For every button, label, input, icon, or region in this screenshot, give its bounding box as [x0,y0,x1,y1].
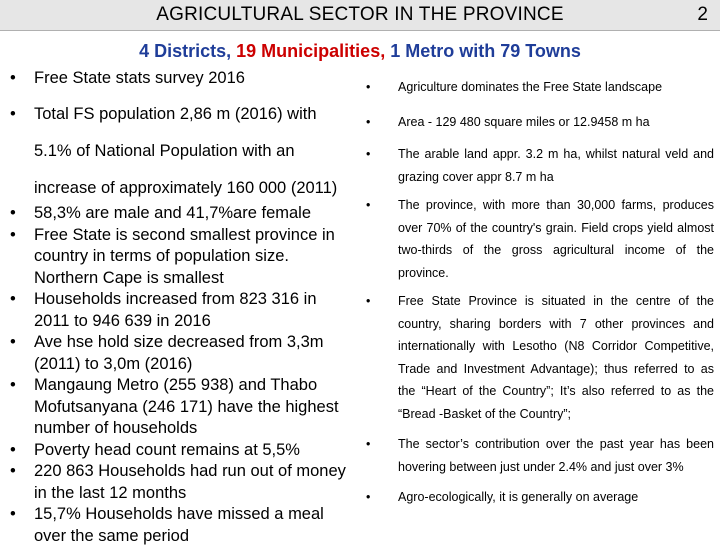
bullet-text: Free State is second smallest province in [34,225,335,244]
left-bullet-item [10,440,370,462]
bullet-text: The province, with more than 30,000 farms, produces over 70% of the country's grain. Field crops yield almost two-thirds of the gross agricultural income of the province. [398,198,714,280]
bullet-text: 15,7% Households have missed a meal [34,505,324,523]
bullet-dot: • [10,440,16,459]
bullet-dot: • [366,437,371,451]
slide-title: AGRICULTURAL SECTOR IN THE PROVINCE [156,4,564,25]
bullet-text: The arable land appr. 3.2 m ha, whilst natural veld and grazing cover appr 8.7 m ha [398,147,714,184]
left-bullet-item [10,225,370,290]
bullet-dot: • [10,104,16,123]
bullet-dot: • [10,204,16,222]
left-bullet-item [10,332,370,375]
bullet-dot: • [366,147,371,161]
bullet-text: Free State Province is situated in the centre of the country, sharing borders with 7 other provinces and internationally with Lesotho (N8 Corridor Competitive, Trade and Investment Advantage); thus referred to as the “Heart of the Country”; It’s also referred to as the “Bread -Basket of the Country”; [398,294,714,421]
bullet-text: Free State stats survey 2016 [34,69,245,87]
bullet-text: The sector’s contribution over the past year has been hovering between just under 2.4% and just over 3% [398,437,714,474]
bullet-text: 2011 to 946 639 in 2016 [34,311,211,330]
bullet-dot: • [10,462,16,480]
subtitle-metro-towns: 1 Metro with 79 Towns [390,41,581,61]
right-bullet-item [364,433,714,478]
bullet-dot: • [366,114,371,129]
bullet-text: 5.1% of National Population with an [34,142,295,160]
right-bullet-item [364,290,714,425]
bullet-text: Northern Cape is smallest [34,268,224,287]
bullet-dot: • [366,198,371,212]
slide-subtitle [0,41,720,62]
left-bullet-item [10,289,370,332]
bullet-dot: • [366,490,371,504]
bullet-text: Area - 129 480 square miles or 12.9458 m ha [398,114,650,129]
left-bullet-item [10,104,370,126]
right-bullet-list [364,76,714,509]
bullet-dot: • [10,290,16,308]
left-bullet-item [10,504,370,547]
right-bullet-item [364,76,714,99]
bullet-text: country in terms of population size. [34,247,289,265]
slide-number: 2 [697,4,708,25]
left-bullet-item [10,203,370,225]
bullet-dot: • [10,333,16,351]
bullet-continuation [10,178,370,200]
bullet-dot: • [366,294,371,308]
bullet-dot: • [10,225,16,244]
bullet-dot: • [10,376,16,394]
title-bar [0,0,720,31]
bullet-text: Agriculture dominates the Free State landscape [398,80,663,94]
left-bullet-item [10,461,370,504]
bullet-text: Agro-ecologically, it is generally on average [398,490,639,504]
bullet-text: Ave hse hold size decreased from 3,3m [34,333,324,351]
right-bullet-item [364,111,714,134]
bullet-continuation [10,141,370,163]
bullet-dot: • [10,69,16,87]
bullet-text: Poverty head count remains at 5,5% [34,440,300,459]
left-bullet-item [10,375,370,440]
subtitle-districts: 4 Districts, [139,41,237,61]
bullet-text: Mangaung Metro (255 938) and Thabo [34,376,318,394]
bullet-text: 220 863 Households had run out of money [34,462,346,480]
bullet-text: increase of approximately 160 000 (2011) [34,178,338,197]
bullet-text: number of households [34,419,198,437]
bullet-dot: • [366,80,371,94]
left-bullet-list [10,68,370,547]
right-bullet-item [364,194,714,284]
bullet-dot: • [10,505,16,523]
left-bullet-item [10,68,370,90]
bullet-text: (2011) to 3,0m (2016) [34,354,193,373]
bullet-text: over the same period [34,526,190,545]
bullet-text: Mofutsanyana (246 171) have the highest [34,397,339,416]
bullet-text: Households increased from 823 316 in [34,290,317,308]
subtitle-municipalities: 19 Municipalities, [236,41,391,61]
right-bullet-item [364,486,714,509]
right-bullet-item [364,143,714,188]
bullet-text: in the last 12 months [34,483,187,502]
bullet-text: Total FS population 2,86 m (2016) with [34,104,317,123]
bullet-text: 58,3% are male and 41,7%are female [34,204,312,222]
